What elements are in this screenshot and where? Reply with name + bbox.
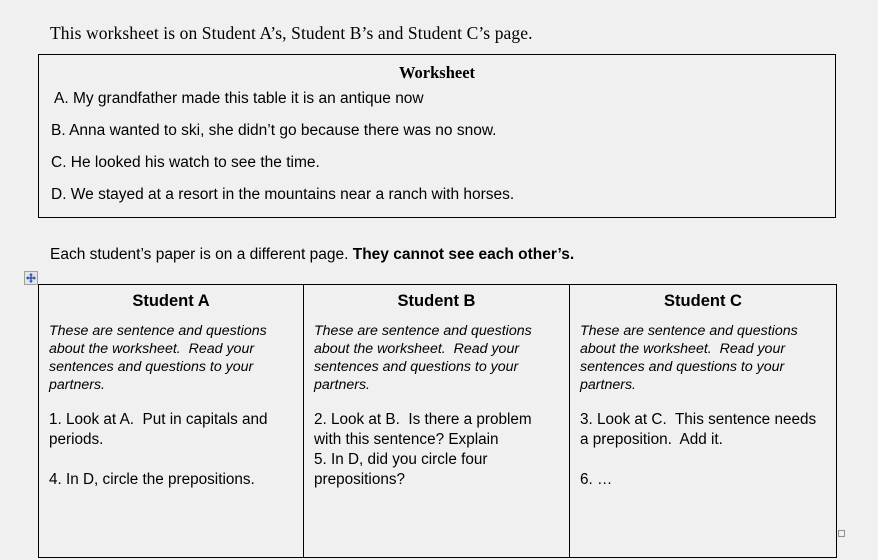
student-a-task: 1. Look at A. Put in capitals and periods. — [49, 411, 272, 448]
students-table — [38, 284, 837, 558]
student-b-task: 2. Look at B. Is there a problem with this sentence? Explain — [314, 411, 536, 448]
student-a-header: Student A — [132, 292, 210, 310]
note-bold-text: They cannot see each other’s. — [352, 246, 575, 263]
table-resize-handle[interactable] — [838, 530, 845, 537]
student-a-task: 4. In D, circle the prepositions. — [49, 471, 255, 488]
intro-paragraph: This worksheet is on Student A’s, Student B’s and Student C’s page. — [50, 23, 533, 43]
student-b-intro: These are sentence and questions about the worksheet. Read your sentences and questions to your partners. — [314, 323, 536, 393]
student-a-intro: These are sentence and questions about the worksheet. Read your sentences and questions to your partners. — [49, 323, 271, 393]
student-b-task: 5. In D, did you circle four prepositions? — [314, 451, 492, 488]
student-column-b — [304, 285, 570, 557]
worksheet-title: Worksheet — [398, 63, 476, 82]
student-c-header: Student C — [664, 292, 742, 310]
student-b-header: Student B — [397, 292, 476, 310]
worksheet-item-list — [39, 89, 835, 204]
table-move-handle[interactable] — [24, 271, 38, 285]
worksheet-item: D. We stayed at a resort in the mountains near a ranch with horses. — [51, 186, 515, 203]
student-column-a — [39, 285, 304, 557]
move-cross-icon — [25, 272, 37, 284]
student-c-task: 3. Look at C. This sentence needs a preposition. Add it. — [580, 411, 821, 448]
worksheet-item: C. He looked his watch to see the time. — [51, 154, 320, 171]
note-paragraph — [50, 245, 574, 265]
worksheet-item: A. My grandfather made this table it is an antique now — [54, 90, 424, 107]
student-c-intro: These are sentence and questions about the worksheet. Read your sentences and questions to your partners. — [580, 323, 802, 393]
worksheet-box — [38, 54, 836, 218]
student-c-task: 6. … — [580, 471, 613, 488]
note-plain-text: Each student’s paper is on a different page. — [50, 246, 353, 263]
worksheet-item: B. Anna wanted to ski, she didn’t go because there was no snow. — [51, 122, 497, 139]
student-column-c — [570, 285, 836, 557]
